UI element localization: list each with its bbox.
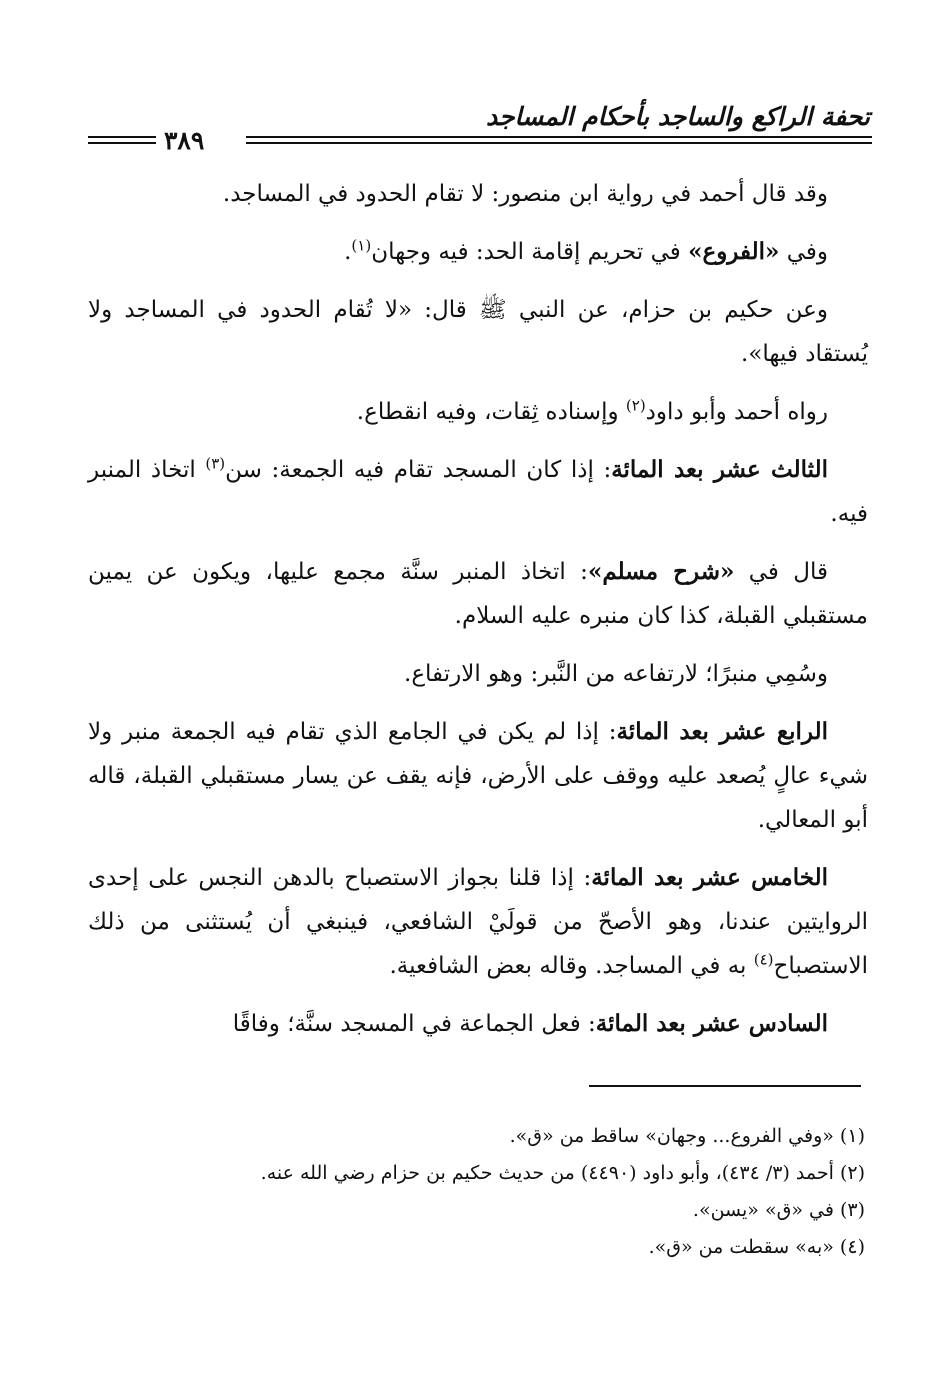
running-header xyxy=(88,96,872,156)
paragraph-text: اتخاذ المنبر فيه. xyxy=(88,457,868,527)
paragraph-text: وسُمِي منبرًا؛ لارتفاعه من النَّبر: وهو الارتفاع. xyxy=(404,661,828,687)
section-heading: الخامس عشر بعد المائة xyxy=(591,864,829,891)
paragraph-text: وعن حكيم بن حزام، عن النبي ﷺ قال: «لا تُقام الحدود في المساجد ولا يُستقاد فيها». xyxy=(88,297,868,367)
footnote: (٣) في «ق» «يسن». xyxy=(692,1199,865,1221)
header-rule-left-top xyxy=(88,136,156,138)
paragraph xyxy=(88,550,868,638)
paragraph xyxy=(88,230,868,274)
footnote: (١) «وفي الفروع... وجهان» ساقط من «ق». xyxy=(509,1125,865,1147)
paragraph-text: : فعل الجماعة في المسجد سنَّة؛ وفاقًا xyxy=(232,1011,596,1037)
paragraph xyxy=(88,390,868,434)
header-rule-right-top xyxy=(246,136,872,138)
paragraph xyxy=(88,172,868,216)
main-text xyxy=(88,172,868,1060)
footnotes xyxy=(150,1118,865,1266)
footnote-ref: (٢) xyxy=(625,396,646,415)
paragraph-text: وإسناده ثِقات، وفيه انقطاع. xyxy=(356,399,626,425)
footnote-ref: (٤) xyxy=(753,950,774,969)
paragraph xyxy=(88,652,868,696)
page-number: ٣٨٩ xyxy=(164,126,205,155)
paragraph-text: وقد قال أحمد في رواية ابن منصور: لا تقام الحدود في المساجد. xyxy=(222,181,828,207)
paragraph-text: : إذا قلنا بجواز الاستصباح بالدهن النجس على إحدى الروايتين عندنا، وهو الأصحّ من قولَيْ الشافعي، فينبغي أن يُستثنى من ذلك الاستصباح xyxy=(88,865,868,979)
paragraph-text: في تحريم إقامة الحد: فيه وجهان xyxy=(371,239,689,265)
paragraph-text: رواه أحمد وأبو داود xyxy=(645,399,828,425)
paragraph-text: : إذا كان المسجد تقام فيه الجمعة: سن xyxy=(225,457,612,483)
paragraph xyxy=(88,710,868,842)
book-title: تحفة الراكع والساجد بأحكام المساجد xyxy=(485,102,870,131)
footnote: (٢) أحمد (٣/ ٤٣٤)، وأبو داود (٤٤٩٠) من حديث حكيم بن حزام رضي الله عنه. xyxy=(260,1162,865,1184)
footnote-ref: (١) xyxy=(351,236,372,255)
paragraph-text: : اتخاذ المنبر سنَّة مجمع عليها، ويكون عن يمين مستقبلي القبلة، كذا كان منبره عليه السلام. xyxy=(88,559,868,629)
header-rule-left-bottom xyxy=(88,142,156,144)
paragraph-text: : إذا لم يكن في الجامع الذي تقام فيه الجمعة منبر ولا شيء عالٍ يُصعد عليه ووقف على الأرض، فإنه يقف عن يسار مستقبلي القبلة، قاله أبو المعالي. xyxy=(88,719,868,833)
footnote-ref: (٣) xyxy=(205,454,226,473)
paragraph-text: وفي xyxy=(779,239,828,265)
paragraph xyxy=(88,856,868,988)
paragraph-text: . xyxy=(344,239,352,265)
footnote-separator xyxy=(589,1085,861,1087)
bold-term: «شرح مسلم» xyxy=(587,558,735,585)
paragraph xyxy=(88,1002,868,1046)
section-heading: الثالث عشر بعد المائة xyxy=(611,456,828,483)
section-heading: السادس عشر بعد المائة xyxy=(595,1010,828,1037)
header-rule-right-bottom xyxy=(246,142,872,144)
paragraph-text: قال في xyxy=(734,559,828,585)
paragraph-text: به في المساجد. وقاله بعض الشافعية. xyxy=(389,953,754,979)
footnote: (٤) «به» سقطت من «ق». xyxy=(648,1236,865,1258)
section-heading: الرابع عشر بعد المائة xyxy=(616,718,828,745)
paragraph xyxy=(88,288,868,376)
paragraph xyxy=(88,448,868,536)
bold-term: «الفروع» xyxy=(688,238,780,265)
